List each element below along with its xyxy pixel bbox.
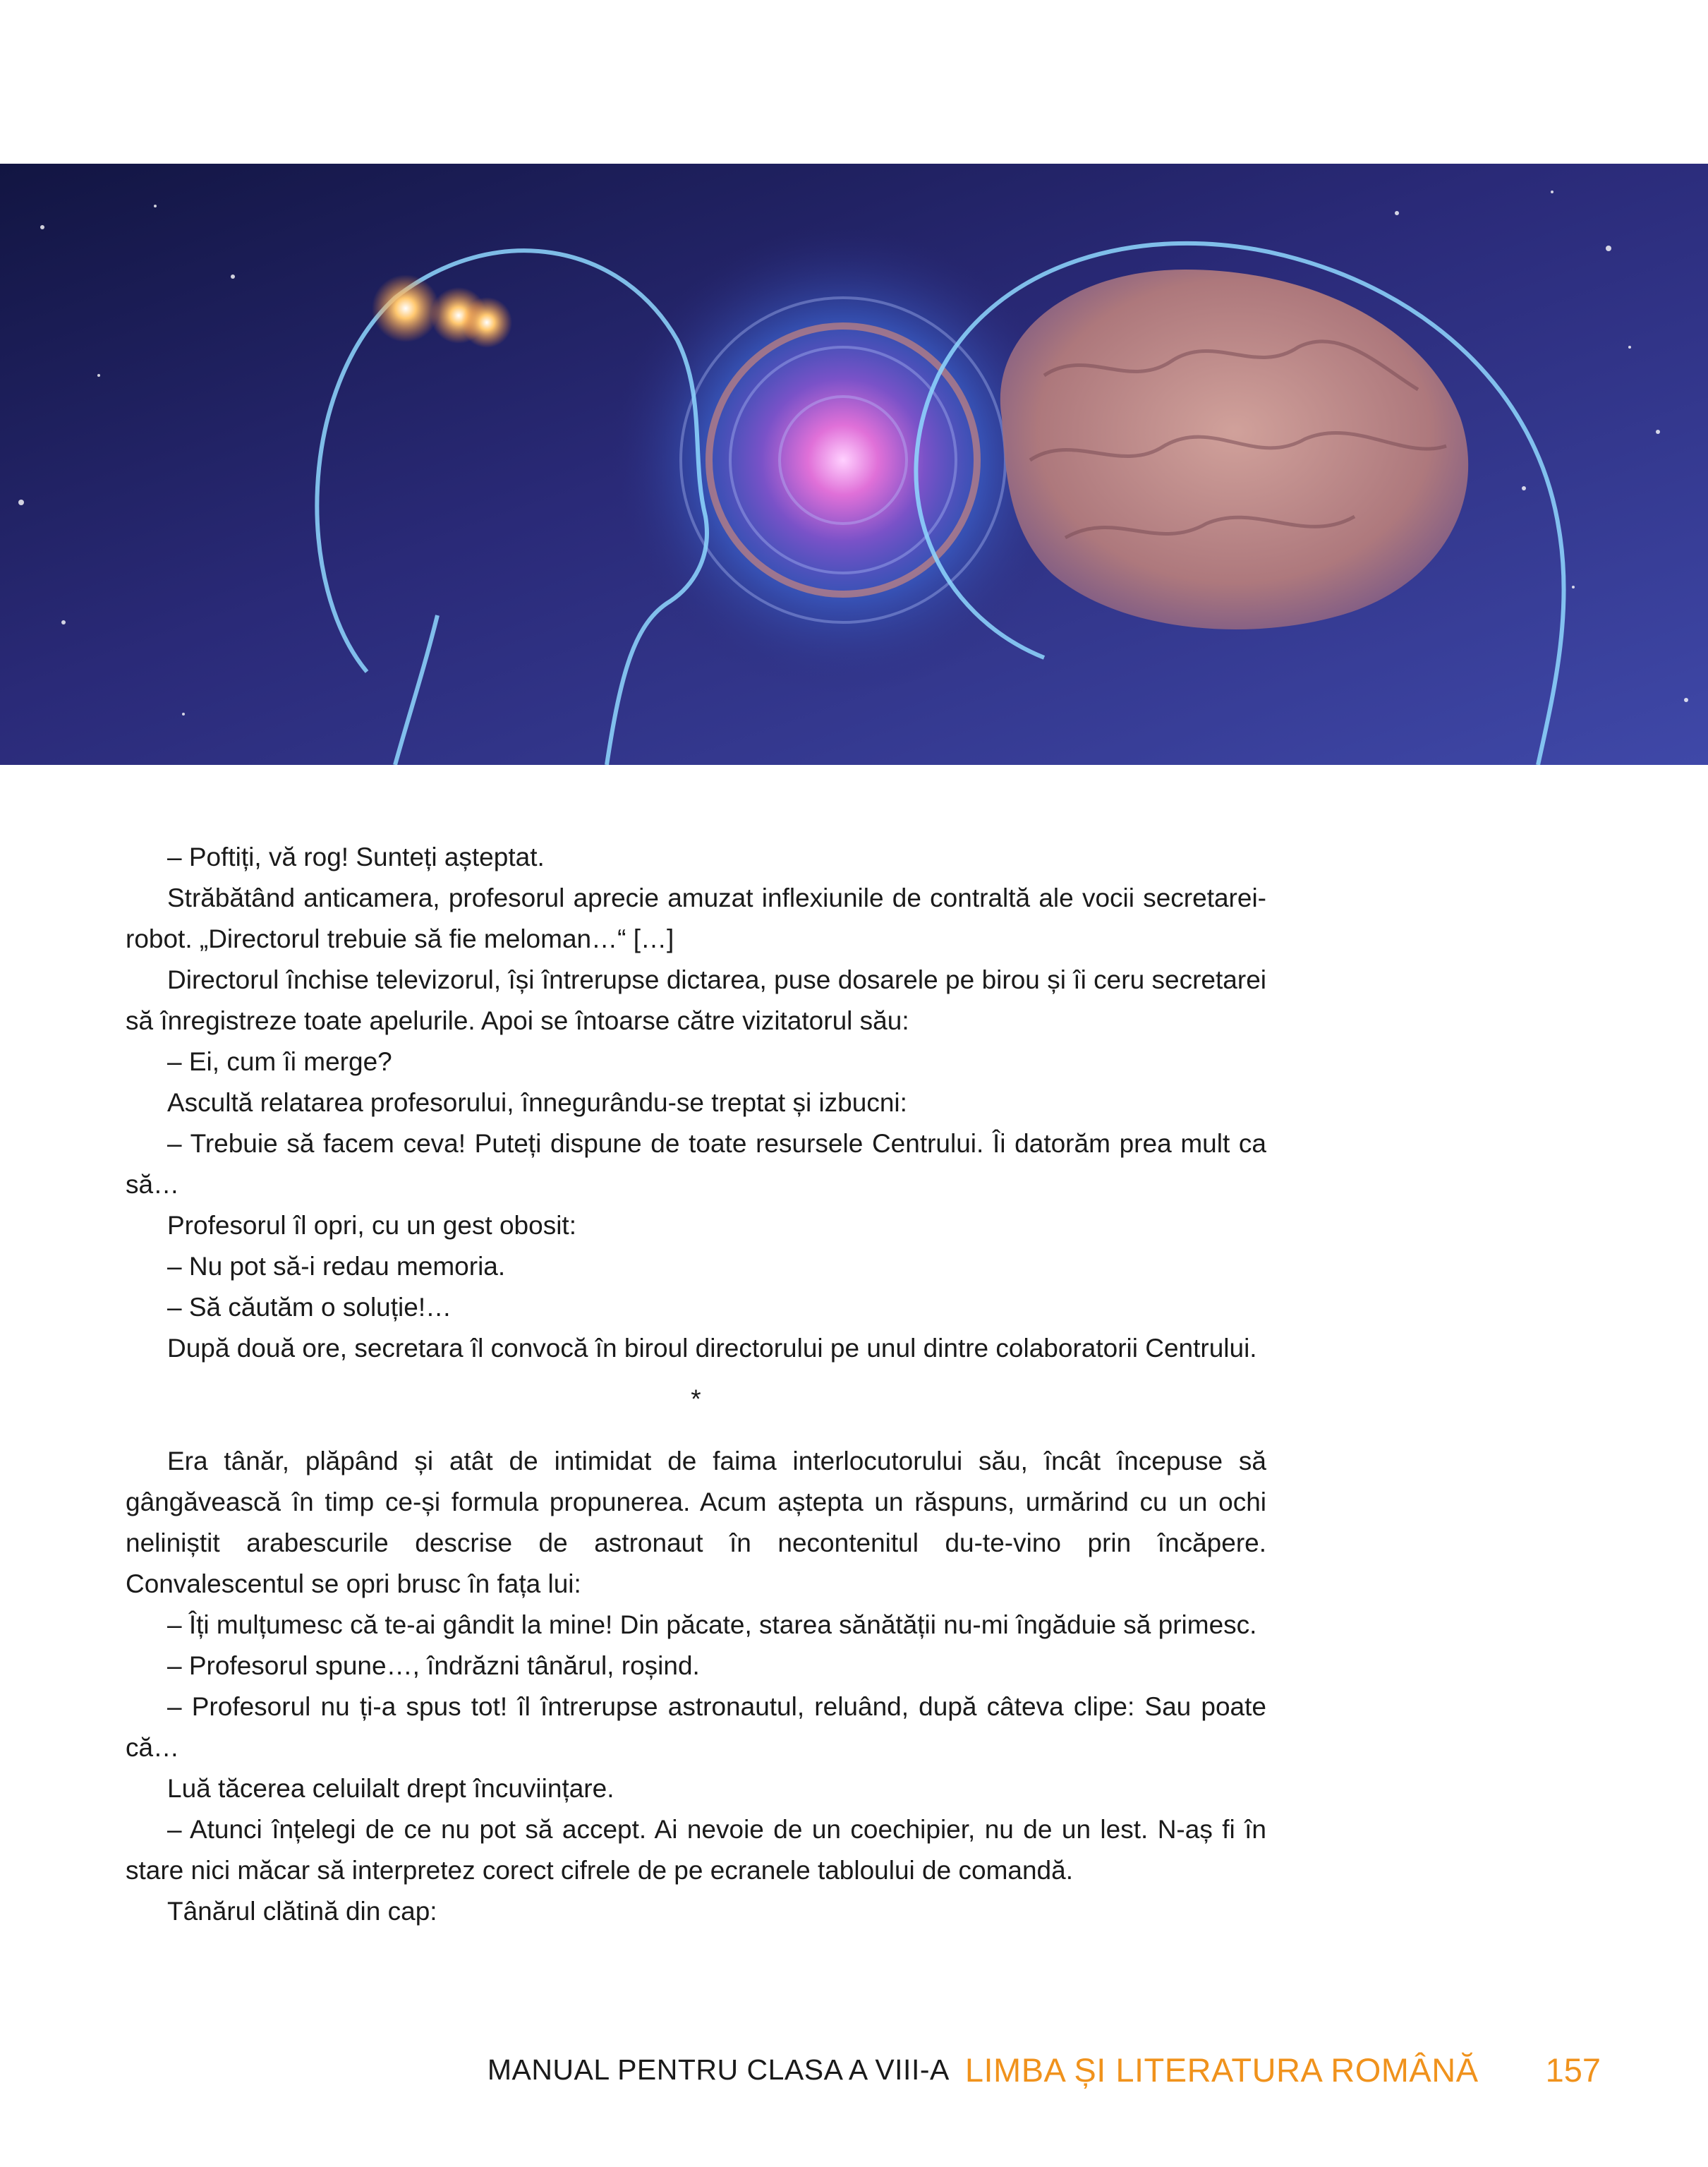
paragraph: – Îți mulțumesc că te-ai gândit la mine! Din păcate, starea sănătății nu-mi îngăduie să primesc. (167, 1610, 1257, 1639)
paragraph: Profesorul îl opri, cu un gest obosit: (167, 1211, 576, 1240)
section-separator: * (691, 1384, 701, 1413)
page-number: 157 (1545, 2051, 1601, 2089)
paragraph: Era tânăr, plăpând și atât de intimidat de faima interlocutorului său, încât începuse să gângăvească în timp ce-și formula propunerea. Acum aștepta un răspuns, urmărind cu un ochi neliniștit arabescurile descrise de astronaut în necontenitul du-te-vino prin încăpere. Convalescentul se opri brusc în fața lui: (126, 1447, 1266, 1598)
paragraph: – Poftiți, vă rog! Sunteți așteptat. (167, 843, 545, 871)
paragraph: – Ei, cum îi merge? (167, 1047, 392, 1076)
brain-space-illustration-icon (0, 164, 1708, 765)
story-text (126, 837, 1266, 1932)
paragraph: – Trebuie să facem ceva! Puteți dispune de toate resursele Centrului. Îi datorăm prea mult ca să… (126, 1129, 1266, 1199)
paragraph: Directorul închise televizorul, își întrerupse dictarea, puse dosarele pe birou și îi ceru secretarei să înregistreze toate apelurile. Apoi se întoarse către vizitatorul său: (126, 965, 1266, 1035)
paragraph: Tânărul clătină din cap: (167, 1897, 437, 1926)
footer-subject: LIMBA ȘI LITERATURA ROMÂNĂ (964, 2051, 1479, 2089)
paragraph: – Să căutăm o soluție!… (167, 1293, 452, 1322)
footer-series: MANUAL PENTRU CLASA A VIII-A (487, 2053, 950, 2086)
brain-space-illustration (0, 164, 1708, 765)
page-footer (487, 2048, 1601, 2091)
paragraph: – Profesorul spune…, îndrăzni tânărul, roșind. (167, 1651, 700, 1680)
paragraph: Luă tăcerea celuilalt drept încuviințare. (167, 1774, 614, 1803)
paragraph: După două ore, secretara îl convocă în biroul directorului pe unul dintre colaboratorii Centrului. (167, 1334, 1257, 1363)
paragraph: Străbătând anticamera, profesorul aprecie amuzat inflexiunile de contraltă ale vocii secretarei-robot. „Directorul trebuie să fie meloman…“ […] (126, 883, 1266, 953)
paragraph: – Atunci înțelegi de ce nu pot să accept. Ai nevoie de un coechipier, nu de un lest. N-aș fi în stare nici măcar să interpretez corect cifrele de pe ecranele tabloului de comandă. (126, 1815, 1266, 1885)
paragraph: – Profesorul nu ți-a spus tot! îl întrerupse astronautul, reluând, după câteva clipe: Sau poate că… (126, 1692, 1266, 1762)
paragraph: – Nu pot să-i redau memoria. (167, 1252, 506, 1281)
paragraph: Ascultă relatarea profesorului, înnegurându-se treptat și izbucni: (167, 1088, 907, 1117)
